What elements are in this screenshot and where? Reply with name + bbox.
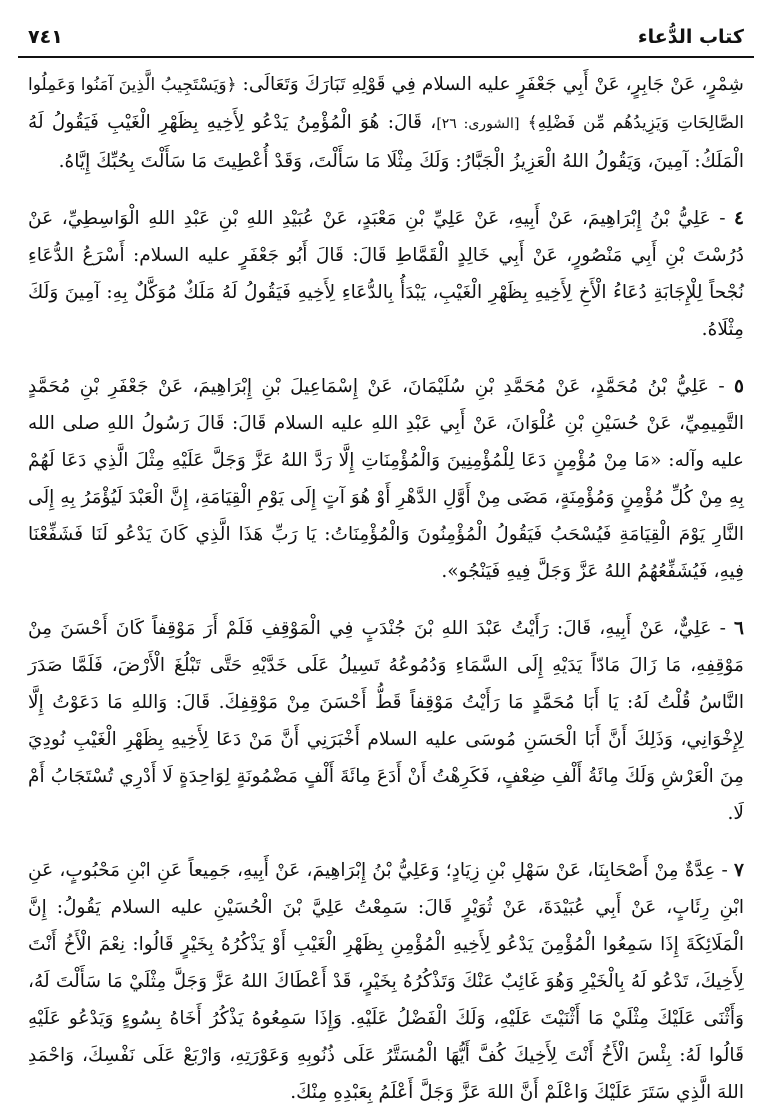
surah-reference: [الشورى: ٢٦] <box>436 116 520 132</box>
paragraph-text: ، قَالَ: هُوَ الْمُؤْمِنُ يَدْعُو لِأَخِيهِ بِظَهْرِ الْغَيْبِ فَيَقُولُ لَهُ الْمَلَكُ: آمِينَ، وَيَقُولُ اللهُ الْعَزِيزُ الْجَبَّارُ: وَلَكَ مِثْلَا مَا سَأَلْتَ، وَقَدْ أُعْطِيتَ مَا سَأَلْتَ بِحُبِّكَ إِيَّاهُ. <box>28 112 744 172</box>
hadith-number: ٥ <box>734 376 744 397</box>
page-number: ٧٤١ <box>28 26 63 48</box>
hadith-paragraph <box>28 200 744 348</box>
page-header <box>18 18 754 50</box>
hadith-text: - عَلِيٌّ، عَنْ أَبِيهِ، قَالَ: رَأَيْتُ عَبْدَ اللهِ بْنَ جُنْدَبٍ فِي الْمَوْقِفِ فَلَمْ أَرَ مَوْقِفاً كَانَ أَحْسَنَ مِنْ مَوْقِفِهِ، مَا زَالَ مَادّاً يَدَيْهِ إِلَى السَّمَاءِ وَدُمُوعُهُ تَسِيلُ عَلَى خَدَّيْهِ حَتَّى تَبْلُغَ الْأَرْضَ، فَلَمَّا صَدَرَ النَّاسُ قُلْتُ لَهُ: يَا أَبَا مُحَمَّدٍ مَا رَأَيْتُ مَوْقِفاً قَطُّ أَحْسَنَ مِنْ مَوْقِفِكَ. قَالَ: وَاللهِ مَا دَعَوْتُ إِلَّا لِإِخْوَانِي، وَذَلِكَ أَنَّ أَبَا الْحَسَنِ مُوسَى عليه السلام أَخْبَرَنِي أَنَّ مَنْ دَعَا لِأَخِيهِ بِظَهْرِ الْغَيْبِ نُودِيَ مِنَ الْعَرْشِ وَلَكَ مِائَةُ أَلْفِ ضِعْفٍ، فَكَرِهْتُ أَنْ أَدَعَ مِائَةَ أَلْفٍ مَضْمُونَةٍ لِوَاحِدَةٍ لَا أَدْرِي تُسْتَجَابُ أَمْ لَا. <box>28 618 744 824</box>
hadith-paragraph <box>28 610 744 832</box>
paragraph-continuation <box>28 66 744 180</box>
hadith-number: ٧ <box>734 860 744 881</box>
hadith-text: - عَلِيُّ بْنُ مُحَمَّدٍ، عَنْ مُحَمَّدِ بْنِ سُلَيْمَانَ، عَنْ إِسْمَاعِيلَ بْنِ إِبْرَاهِيمَ، عَنْ جَعْفَرِ بْنِ مُحَمَّدٍ التَّمِيمِيِّ، عَنْ حُسَيْنِ بْنِ عُلْوَانَ، عَنْ أَبِي عَبْدِ اللهِ عليه السلام قَالَ: قَالَ رَسُولُ اللهِ صلى الله عليه وآله: «مَا مِنْ مُؤْمِنٍ دَعَا لِلْمُؤْمِنِينَ وَالْمُؤْمِنَاتِ إِلَّا رَدَّ اللهُ عَزَّ وَجَلَّ عَلَيْهِ مِثْلَ الَّذِي دَعَا لَهُمْ بِهِ مِنْ كُلِّ مُؤْمِنٍ وَمُؤْمِنَةٍ، مَضَى مِنْ أَوَّلِ الدَّهْرِ أَوْ هُوَ آتٍ إِلَى يَوْمِ الْقِيَامَةِ، إِنَّ الْعَبْدَ لَيُؤْمَرُ بِهِ إِلَى النَّارِ يَوْمَ الْقِيَامَةِ فَيُسْحَبُ فَيَقُولُ الْمُؤْمِنُونَ وَالْمُؤْمِنَاتُ: يَا رَبِّ هَذَا الَّذِي كَانَ يَدْعُو لَنَا فَشَفِّعْنَا فِيهِ، فَيُشَفِّعُهُمُ اللهُ عَزَّ وَجَلَّ فِيهِ فَيَنْجُو». <box>28 376 744 582</box>
quran-quote: ﴿وَيَسْتَجِيبُ الَّذِينَ آمَنُوا وَعَمِلُوا الصَّالِحَاتِ وَيَزِيدُهُم مِّن فَضْلِهِ﴾ <box>28 75 744 133</box>
hadith-text: - عَلِيُّ بْنُ إِبْرَاهِيمَ، عَنْ أَبِيهِ، عَنْ عَلِيِّ بْنِ مَعْبَدٍ، عَنْ عُبَيْدِ اللهِ بْنِ عَبْدِ اللهِ الْوَاسِطِيِّ، عَنْ دُرُسْتَ بْنِ أَبِي مَنْصُورٍ، عَنْ أَبِي خَالِدٍ الْقَمَّاطِ قَالَ: قَالَ أَبُو جَعْفَرٍ عليه السلام: أَسْرَعُ الدُّعَاءِ نُجْحاً لِلْإِجَابَةِ دُعَاءُ الْأَخِ لِأَخِيهِ بِظَهْرِ الْغَيْبِ، يَبْدَأُ بِالدُّعَاءِ لِأَخِيهِ فَيَقُولُ لَهُ مَلَكٌ مُوَكَّلٌ بِهِ: آمِينَ وَلَكَ مِثْلَاهُ. <box>28 208 744 340</box>
hadith-paragraph <box>28 852 744 1111</box>
paragraph-text: شِمْرٍ، عَنْ جَابِرٍ، عَنْ أَبِي جَعْفَرٍ عليه السلام فِي قَوْلِهِ تَبَارَكَ وَتَعَالَى: <box>236 74 745 95</box>
hadith-number: ٤ <box>734 208 744 229</box>
hadith-text: - عِدَّةٌ مِنْ أَصْحَابِنَا، عَنْ سَهْلِ بْنِ زِيَادٍ؛ وَعَلِيُّ بْنُ إِبْرَاهِيمَ، عَنْ أَبِيهِ، جَمِيعاً عَنِ ابْنِ مَحْبُوبٍ، عَنِ ابْنِ رِئَابٍ، عَنْ أَبِي عُبَيْدَةَ، عَنْ ثُوَيْرٍ قَالَ: سَمِعْتُ عَلِيَّ بْنَ الْحُسَيْنِ عليه السلام يَقُولُ: إِنَّ الْمَلَائِكَةَ إِذَا سَمِعُوا الْمُؤْمِنَ يَدْعُو لِأَخِيهِ الْمُؤْمِنِ بِظَهْرِ الْغَيْبِ أَوْ يَذْكُرُهُ بِخَيْرٍ قَالُوا: نِعْمَ الْأَخُ أَنْتَ لِأَخِيكَ، تَدْعُو لَهُ بِالْخَيْرِ وَهُوَ غَائِبٌ عَنْكَ وَتَذْكُرُهُ بِخَيْرٍ، قَدْ أَعْطَاكَ اللهُ عَزَّ وَجَلَّ مِثْلَيْ مَا سَأَلْتَ لَهُ، وَأَثْنَى عَلَيْكَ مِثْلَيْ مَا أَثْنَيْتَ عَلَيْهِ، وَلَكَ الْفَضْلُ عَلَيْهِ. وَإِذَا سَمِعُوهُ يَذْكُرُ أَخَاهُ بِسُوءٍ وَيَدْعُو عَلَيْهِ قَالُوا لَهُ: بِئْسَ الْأَخُ أَنْتَ لِأَخِيكَ كُفَّ أَيُّهَا الْمُسَتَّرُ عَلَى ذُنُوبِهِ وَعَوْرَتِهِ، وَارْبَعْ عَلَى نَفْسِكَ، وَاحْمَدِ اللهَ الَّذِي سَتَرَ عَلَيْكَ وَاعْلَمْ أَنَّ اللهَ عَزَّ وَجَلَّ أَعْلَمُ بِعَبْدِهِ مِنْكَ. <box>28 860 744 1103</box>
hadith-paragraph <box>28 368 744 590</box>
chapter-title: كتاب الدُّعاء <box>637 26 744 48</box>
page-body <box>18 58 754 1111</box>
hadith-number: ٦ <box>734 618 744 639</box>
